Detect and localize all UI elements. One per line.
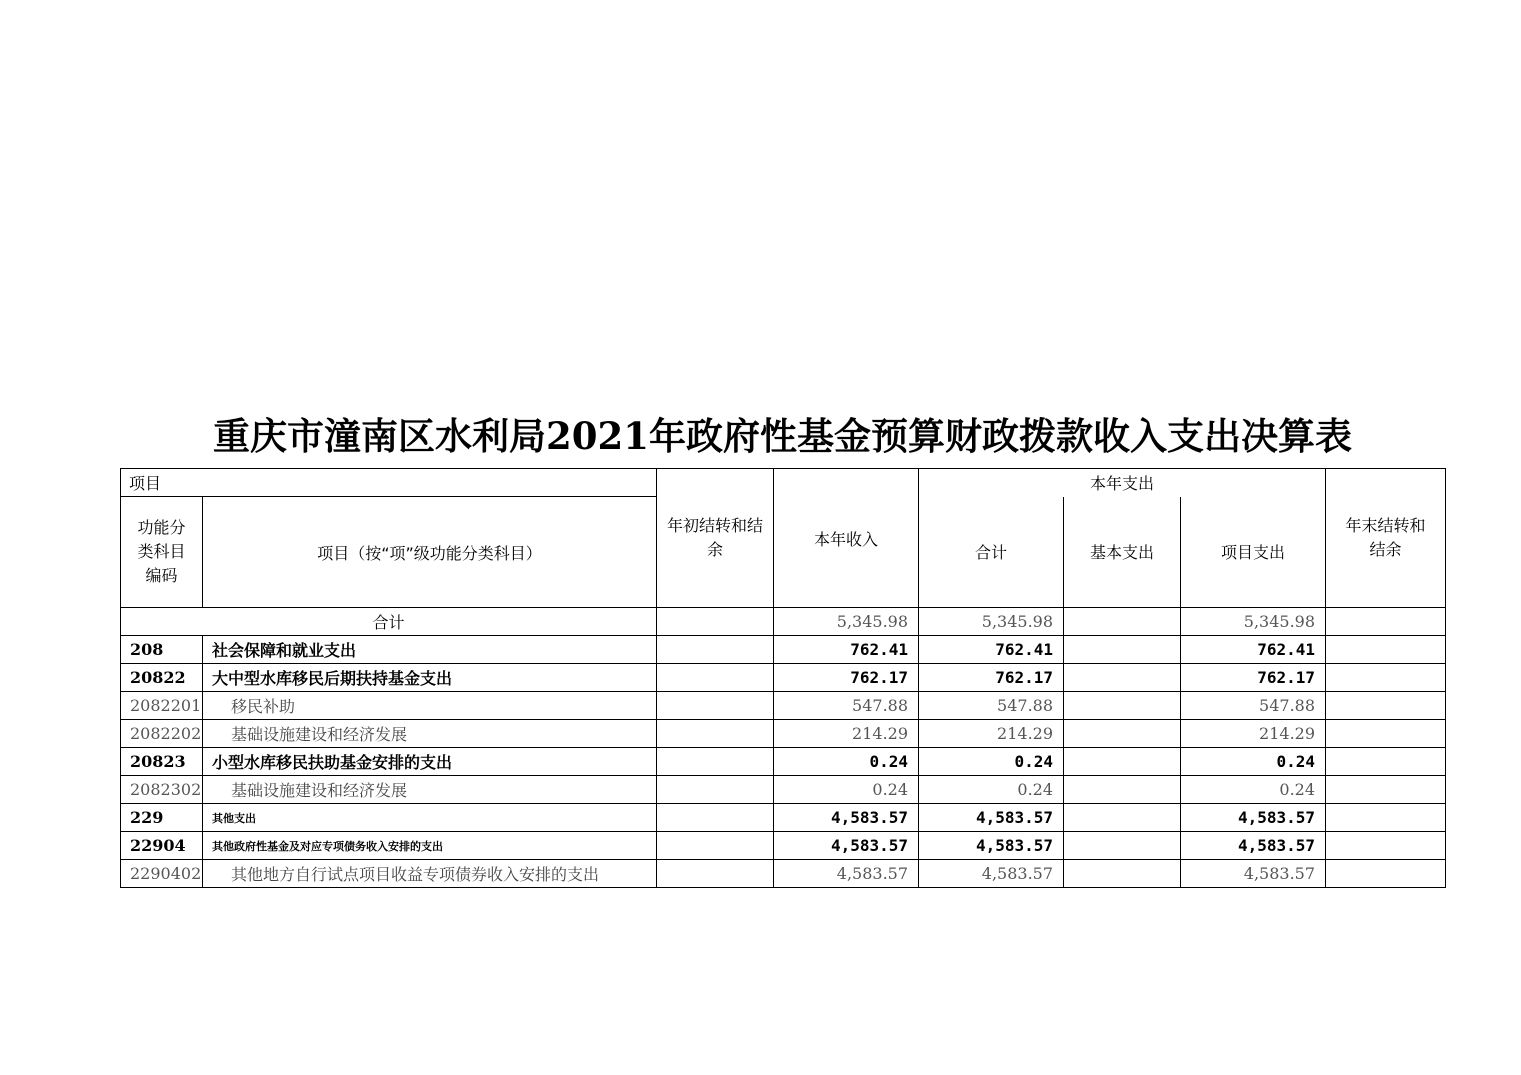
row-closing [1326,664,1446,692]
row-closing [1326,860,1446,888]
row-exp-project: 0.24 [1181,748,1326,776]
row-closing [1326,832,1446,860]
row-name: 其他支出 [203,804,657,832]
header-project: 项目 [121,469,657,497]
row-name: 大中型水库移民后期扶持基金支出 [203,664,657,692]
row-code: 2290402 [121,860,203,888]
row-code: 22904 [121,832,203,860]
row-exp-project: 214.29 [1181,720,1326,748]
row-exp-project: 762.17 [1181,664,1326,692]
row-income: 547.88 [774,692,919,720]
row-closing [1326,636,1446,664]
row-code: 229 [121,804,203,832]
row-exp-basic [1064,664,1181,692]
header-name: 项目（按“项”级功能分类科目） [203,497,657,608]
row-exp-total: 762.41 [919,636,1064,664]
budget-table [120,468,1446,888]
total-label: 合计 [121,608,657,636]
total-closing [1326,608,1446,636]
row-income: 4,583.57 [774,860,919,888]
table-row [121,804,1446,832]
row-name: 基础设施建设和经济发展 [203,776,657,804]
row-exp-project: 4,583.57 [1181,832,1326,860]
row-opening [657,804,774,832]
row-exp-project: 4,583.57 [1181,860,1326,888]
table-row [121,832,1446,860]
row-opening [657,720,774,748]
row-name: 移民补助 [203,692,657,720]
row-exp-total: 4,583.57 [919,832,1064,860]
row-closing [1326,720,1446,748]
row-code: 20823 [121,748,203,776]
header-opening-balance: 年初结转和结余 [657,469,774,608]
total-exp-project: 5,345.98 [1181,608,1326,636]
row-opening [657,636,774,664]
row-opening [657,776,774,804]
row-exp-total: 762.17 [919,664,1064,692]
row-code: 2082202 [121,720,203,748]
row-exp-basic [1064,776,1181,804]
row-closing [1326,804,1446,832]
header-expenditure-group: 本年支出 [919,469,1326,497]
row-exp-total: 4,583.57 [919,860,1064,888]
table-row [121,748,1446,776]
total-exp-basic [1064,608,1181,636]
row-exp-basic [1064,636,1181,664]
row-closing [1326,776,1446,804]
row-name: 其他地方自行试点项目收益专项债券收入安排的支出 [203,860,657,888]
row-opening [657,748,774,776]
total-income: 5,345.98 [774,608,919,636]
row-closing [1326,692,1446,720]
header-exp-project: 项目支出 [1181,497,1326,608]
row-code: 2082302 [121,776,203,804]
row-exp-basic [1064,860,1181,888]
row-exp-total: 4,583.57 [919,804,1064,832]
row-exp-total: 0.24 [919,748,1064,776]
row-opening [657,692,774,720]
row-name: 其他政府性基金及对应专项债务收入安排的支出 [203,832,657,860]
row-exp-total: 214.29 [919,720,1064,748]
row-income: 0.24 [774,748,919,776]
row-exp-total: 0.24 [919,776,1064,804]
table-row [121,664,1446,692]
header-code: 功能分类科目编码 [121,497,203,608]
table-row [121,720,1446,748]
total-row [121,608,1446,636]
row-exp-basic [1064,720,1181,748]
header-closing-balance: 年末结转和结余 [1326,469,1446,608]
row-income: 214.29 [774,720,919,748]
row-exp-basic [1064,692,1181,720]
row-code: 2082201 [121,692,203,720]
row-income: 762.17 [774,664,919,692]
row-income: 4,583.57 [774,804,919,832]
table-row [121,776,1446,804]
row-exp-basic [1064,832,1181,860]
row-opening [657,664,774,692]
row-code: 20822 [121,664,203,692]
row-exp-basic [1064,748,1181,776]
row-closing [1326,748,1446,776]
row-income: 0.24 [774,776,919,804]
table-row [121,692,1446,720]
row-exp-project: 0.24 [1181,776,1326,804]
page-title: 重庆市潼南区水利局2021年政府性基金预算财政拨款收入支出决算表 [213,414,1352,458]
table-row [121,636,1446,664]
row-exp-project: 547.88 [1181,692,1326,720]
row-exp-project: 762.41 [1181,636,1326,664]
row-exp-total: 547.88 [919,692,1064,720]
table-row [121,860,1446,888]
total-exp-total: 5,345.98 [919,608,1064,636]
row-name: 社会保障和就业支出 [203,636,657,664]
header-row-1 [121,469,1446,497]
row-name: 小型水库移民扶助基金安排的支出 [203,748,657,776]
header-exp-basic: 基本支出 [1064,497,1181,608]
row-opening [657,860,774,888]
row-code: 208 [121,636,203,664]
row-exp-basic [1064,804,1181,832]
row-name: 基础设施建设和经济发展 [203,720,657,748]
header-income: 本年收入 [774,469,919,608]
row-exp-project: 4,583.57 [1181,804,1326,832]
row-opening [657,832,774,860]
row-income: 4,583.57 [774,832,919,860]
total-opening [657,608,774,636]
row-income: 762.41 [774,636,919,664]
header-exp-total: 合计 [919,497,1064,608]
